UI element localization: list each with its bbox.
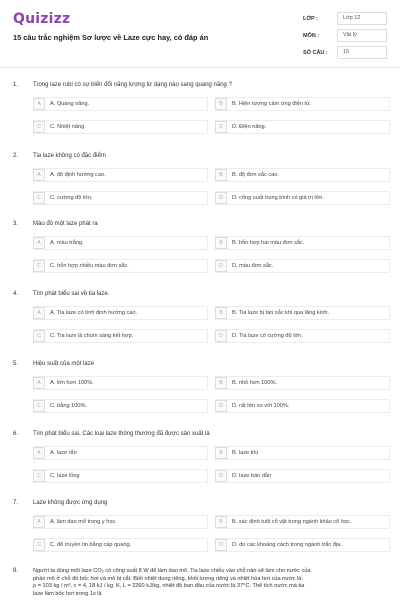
option-text: D. Điện năng. [232,124,267,130]
option-badge: A [33,516,45,528]
option-text: D. laze bán dẫn [232,473,272,479]
question-text: Màu đỏ một laze phát ra [33,221,98,227]
option-badge: B [215,307,227,319]
option-text: C. bằng 100%. [50,403,88,409]
option-badge: D [215,121,227,133]
option-text: D. công suất trung bình có giá trị lớn. [232,195,324,201]
question-number: 3. [13,221,19,227]
option-text: B. xác định tuổi cổ vật trong ngành khảo cổ học. [232,519,352,525]
option-badge: A [33,169,45,181]
question-4-head [13,290,393,298]
meta-row-subject [303,27,387,44]
option-badge: A [33,237,45,249]
meta-row-class [303,10,387,27]
option-d[interactable] [215,538,390,552]
option-text: B. nhỏ hơn 100%. [232,380,278,386]
question-7-head [13,499,393,507]
option-a[interactable] [33,515,208,529]
option-badge: A [33,377,45,389]
question-1-head [13,81,393,89]
option-badge: C [33,539,45,551]
option-d[interactable] [215,329,390,343]
option-text: C. hỗn hợp nhiều màu đơn sắc. [50,263,129,269]
option-text: A. Quang năng. [50,101,90,107]
meta-label-count: SỐ CÂU : [303,49,328,56]
question-number: 1. [13,82,19,88]
question-3-head [13,220,393,228]
option-text: B. Tia laze bị tán sắc khi qua lăng kính. [232,310,330,316]
option-b[interactable] [215,376,390,390]
option-badge: B [215,98,227,110]
question-text-line: phần mô ở chỗ đó bốc hơi và mô bị cắt. Biết nhiệt dung riêng, khối lượng riêng và nhiệt hóa hơi của nước là: [33,575,303,582]
option-badge: A [33,98,45,110]
question-text: Trong laze rubi có sự biến đổi năng lượng từ dạng nào sang quang năng ? [33,82,232,88]
question-list [0,68,400,600]
meta-value-class: Lớp 12 [337,12,387,25]
option-badge: D [215,470,227,482]
option-b[interactable] [215,446,390,460]
option-b[interactable] [215,236,390,250]
option-badge: D [215,260,227,272]
option-badge: B [215,169,227,181]
option-text: D. màu đơn sắc. [232,263,274,269]
option-c[interactable] [33,469,208,483]
question-text-line: Người ta dùng một laze CO₂ có công suất 8 W để làm dao mổ. Tia laze chiếu vào chỗ nào sẽ làm cho nước của [33,568,311,574]
option-badge: A [33,447,45,459]
option-d[interactable] [215,469,390,483]
question-text [33,568,393,598]
option-badge: A [33,307,45,319]
option-text: C. Nhiệt năng. [50,124,86,130]
option-badge: D [215,330,227,342]
option-text: A. lớn hơn 100%. [50,380,94,386]
quiz-title: 15 câu trắc nghiệm Sơ lược về Laze cực hay, có đáp án [13,33,209,42]
option-b[interactable] [215,168,390,182]
option-text: B. laze khí [232,450,259,456]
option-badge: C [33,260,45,272]
question-text: Tìm phát biểu sai về tia laze. [33,291,110,297]
option-text: A. màu trắng. [50,240,84,246]
question-text-line: laze làm bốc hơi trong 1s là [33,590,102,597]
quizizz-logo: Quizizz [13,11,71,27]
question-text: Hiệu suất của một laze [33,361,95,367]
option-badge: D [215,400,227,412]
question-text: Tia laze không có đặc điểm [33,153,106,159]
quiz-meta [303,10,387,61]
question-text: Tìm phát biểu sai. Các loại laze thông thường đã được sản xuất là [33,431,210,437]
question-number: 5. [13,361,19,367]
option-badge: B [215,516,227,528]
option-a[interactable] [33,376,208,390]
option-text: C. cường độ lớn. [50,195,93,201]
option-badge: C [33,330,45,342]
meta-label-subject: MÔN : [303,32,320,39]
option-c[interactable] [33,120,208,134]
option-text: B. hỗn hợp hai màu đơn sắc. [232,240,305,246]
page-header [0,0,400,68]
option-text: D. rất lớn so với 100%. [232,403,290,409]
meta-label-class: LỚP : [303,15,318,22]
option-badge: B [215,237,227,249]
option-text: C. để truyền tin bằng cáp quang. [50,542,132,548]
option-text: A. Tia laze có tính định hướng cao. [50,310,138,316]
option-text: A. độ định hướng cao. [50,172,106,178]
option-text: C. laze lỏng [50,473,80,479]
option-d[interactable] [215,191,390,205]
option-d[interactable] [215,399,390,413]
option-d[interactable] [215,259,390,273]
option-badge: D [215,192,227,204]
meta-value-subject: Vật lý [337,29,387,42]
option-text: D. đo các khoảng cách trong ngành trắc địa. [232,542,342,548]
option-text: A. làm dao mổ trong y học. [50,519,117,525]
option-c[interactable] [33,259,208,273]
option-c[interactable] [33,399,208,413]
option-badge: C [33,470,45,482]
option-a[interactable] [33,168,208,182]
question-number: 8. [13,568,19,574]
question-number: 6. [13,431,19,437]
meta-row-count [303,44,387,61]
question-number: 4. [13,291,19,297]
option-badge: C [33,400,45,412]
question-number: 2. [13,153,19,159]
option-d[interactable] [215,120,390,134]
option-a[interactable] [33,97,208,111]
question-6-head [13,430,393,438]
option-badge: D [215,539,227,551]
option-c[interactable] [33,191,208,205]
question-number: 7. [13,500,19,506]
option-text: C. Tia laze là chùm sáng kết hợp. [50,333,134,339]
option-b[interactable] [215,306,390,320]
option-c[interactable] [33,538,208,552]
option-a[interactable] [33,236,208,250]
option-badge: C [33,192,45,204]
option-a[interactable] [33,446,208,460]
option-badge: B [215,377,227,389]
option-text: A. laze rắn [50,450,77,456]
option-text: B. độ đơn sắc cao. [232,172,279,178]
option-b[interactable] [215,515,390,529]
meta-value-count: 15 [337,46,387,59]
option-badge: C [33,121,45,133]
question-text: Laze không được ứng dụng [33,500,108,506]
option-badge: B [215,447,227,459]
option-text: D. Tia laze có cường độ lớn. [232,333,303,339]
option-text: B. Hiện tượng cảm ứng điện từ. [232,101,312,107]
question-5-head [13,360,393,368]
question-text-line: ρ = 103 kg / m³, c = 4, 18 kJ / kg. K, L = 2260 kJ/kg, nhiệt độ ban đầu của nước là 37°C. Thể tích nước mà tia [33,583,305,589]
question-2-head [13,152,393,160]
option-a[interactable] [33,306,208,320]
option-b[interactable] [215,97,390,111]
option-c[interactable] [33,329,208,343]
